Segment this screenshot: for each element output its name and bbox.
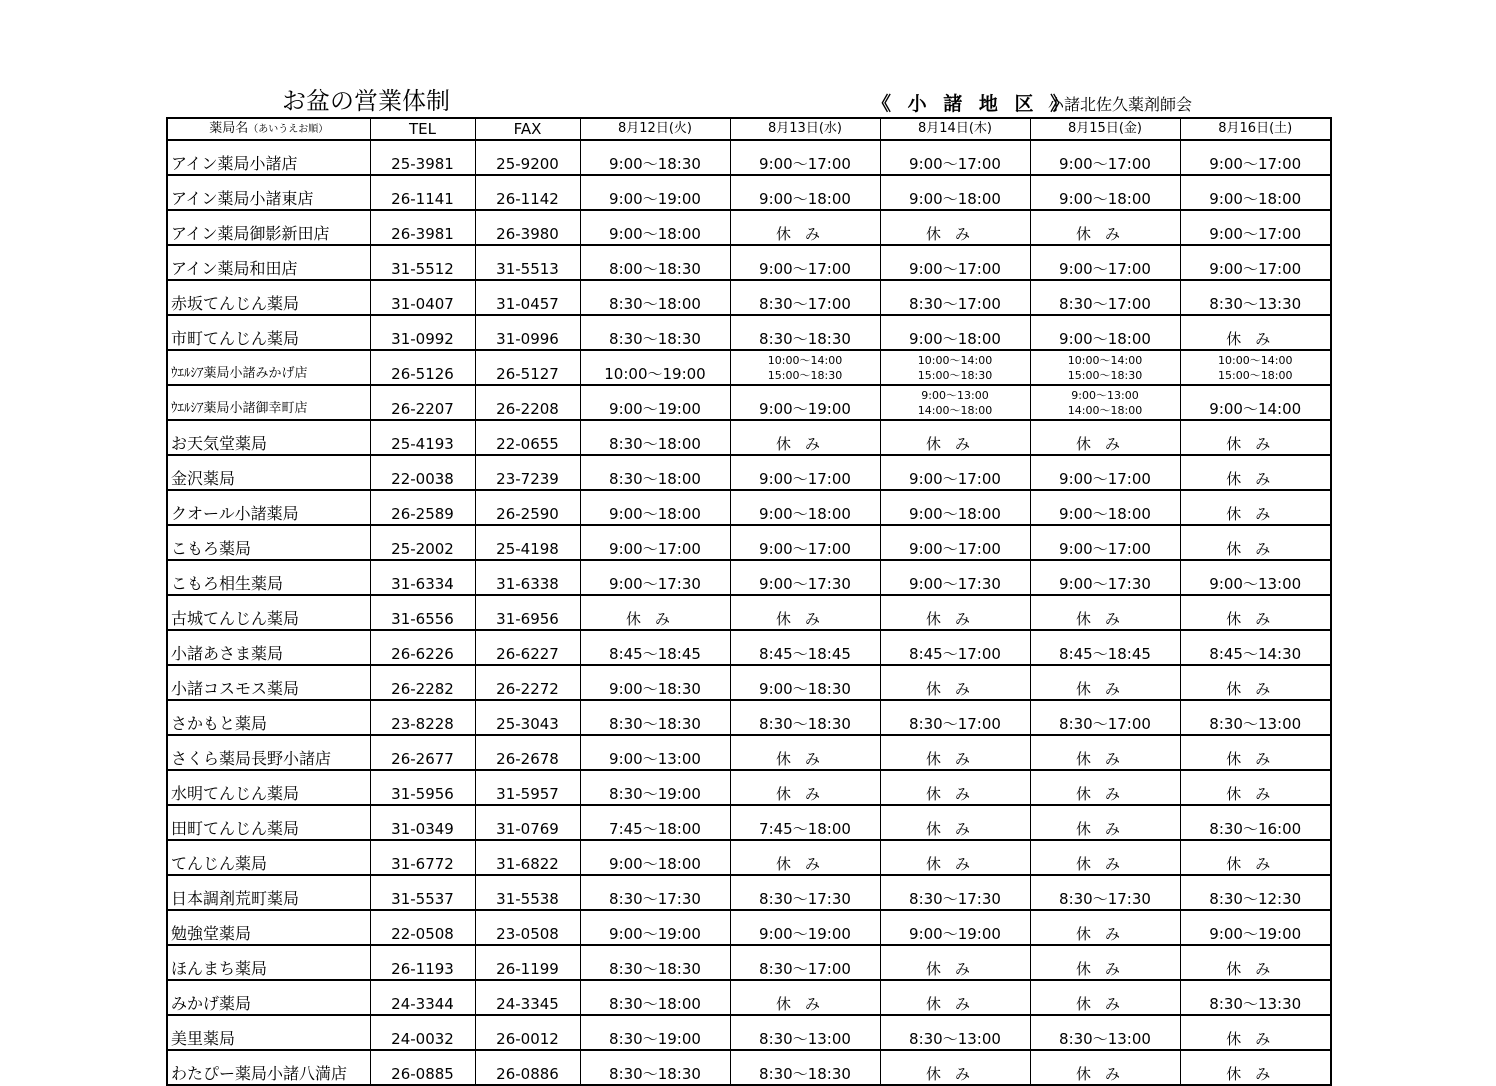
hours-cell: 8:30～17:00	[1030, 280, 1180, 315]
phone-number: 31-0349	[370, 805, 475, 840]
phone-number: 22-0508	[370, 910, 475, 945]
hours-cell: 9:00～17:00	[1030, 140, 1180, 175]
hours-cell: 8:45～14:30	[1180, 630, 1331, 665]
hours-cell: 8:30～13:30	[1180, 280, 1331, 315]
column-header-date: 8月12日(火)	[580, 118, 730, 140]
hours-cell: 9:00～17:30	[580, 560, 730, 595]
hours-cell: 8:30～18:30	[580, 700, 730, 735]
hours-cell: 9:00～18:00	[580, 210, 730, 245]
pharmacy-name: 美里薬局	[167, 1015, 370, 1050]
table-row	[167, 630, 1331, 665]
hours-cell: 8:45～17:00	[880, 630, 1030, 665]
table-row	[167, 350, 1331, 385]
hours-cell: 8:30～18:00	[580, 420, 730, 455]
phone-number: 26-2282	[370, 665, 475, 700]
pharmacy-name: アイン薬局小諸店	[167, 140, 370, 175]
phone-number: 26-6226	[370, 630, 475, 665]
hours-cell: 8:30～18:30	[580, 945, 730, 980]
fax-number: 31-0769	[475, 805, 580, 840]
hours-cell: 9:00～18:00	[580, 840, 730, 875]
closed-label: 休み	[1180, 525, 1331, 560]
closed-label: 休み	[1180, 595, 1331, 630]
hours-slot: 14:00～18:00	[917, 404, 993, 417]
hours-cell: 9:00～17:00	[880, 245, 1030, 280]
pharmacy-name: みかげ薬局	[167, 980, 370, 1015]
hours-cell: 9:00～19:00	[730, 910, 880, 945]
hours-cell: 8:30～18:30	[580, 1050, 730, 1085]
closed-label: 休み	[1180, 840, 1331, 875]
hours-cell: 8:30～17:30	[1030, 875, 1180, 910]
phone-number: 26-2589	[370, 490, 475, 525]
table-header-row	[167, 118, 1331, 140]
pharmacy-name: ｳｴﾙｼｱ薬局小諸みかげ店	[167, 350, 370, 385]
hours-slot: 9:00～13:00	[1071, 389, 1139, 402]
hours-cell: 9:00～19:00	[1180, 910, 1331, 945]
hours-cell: 9:00～17:30	[1030, 560, 1180, 595]
fax-number: 25-9200	[475, 140, 580, 175]
hours-cell: 8:00～18:30	[580, 245, 730, 280]
fax-number: 26-5127	[475, 350, 580, 385]
closed-label: 休み	[730, 595, 880, 630]
phone-number: 24-3344	[370, 980, 475, 1015]
pharmacy-name: 日本調剤荒町薬局	[167, 875, 370, 910]
table-row	[167, 455, 1331, 490]
hours-slot: 10:00～14:00	[1067, 354, 1143, 367]
hours-cell: 9:00～18:00	[880, 315, 1030, 350]
hours-cell: 8:30～18:00	[580, 980, 730, 1015]
hours-cell: 9:00～17:00	[1030, 455, 1180, 490]
pharmacy-name: 小諸あさま薬局	[167, 630, 370, 665]
closed-label: 休み	[1180, 1050, 1331, 1085]
closed-label: 休み	[880, 945, 1030, 980]
phone-number: 26-0885	[370, 1050, 475, 1085]
hours-cell: 8:30～18:00	[580, 455, 730, 490]
hours-cell: 8:30～18:00	[580, 280, 730, 315]
closed-label: 休み	[1180, 1015, 1331, 1050]
hours-cell: 8:30～18:30	[730, 700, 880, 735]
table-row	[167, 1050, 1331, 1085]
phone-number: 31-0992	[370, 315, 475, 350]
table-row	[167, 735, 1331, 770]
phone-number: 31-5537	[370, 875, 475, 910]
hours-cell: 8:45～18:45	[730, 630, 880, 665]
pharmacy-name: 金沢薬局	[167, 455, 370, 490]
closed-label: 休み	[880, 770, 1030, 805]
table-row	[167, 490, 1331, 525]
hours-cell: 9:00～17:00	[1030, 245, 1180, 280]
hours-cell: 8:30～18:30	[580, 315, 730, 350]
closed-label: 休み	[1180, 315, 1331, 350]
closed-label: 休み	[1180, 455, 1331, 490]
fax-number: 26-0012	[475, 1015, 580, 1050]
hours-cell	[880, 385, 1030, 420]
hours-cell	[880, 350, 1030, 385]
pharmacy-name: アイン薬局御影新田店	[167, 210, 370, 245]
hours-cell: 9:00～18:00	[730, 490, 880, 525]
hours-cell: 9:00～17:00	[880, 525, 1030, 560]
phone-number: 31-0407	[370, 280, 475, 315]
table-row	[167, 980, 1331, 1015]
schedule-table	[166, 117, 1332, 1086]
pharmacy-name: クオール小諸薬局	[167, 490, 370, 525]
fax-number: 25-4198	[475, 525, 580, 560]
table-row	[167, 875, 1331, 910]
hours-slot: 10:00～14:00	[917, 354, 993, 367]
closed-label: 休み	[1030, 665, 1180, 700]
table-row	[167, 140, 1331, 175]
phone-number: 23-8228	[370, 700, 475, 735]
column-header-tel: TEL	[370, 118, 475, 140]
fax-number: 26-2208	[475, 385, 580, 420]
phone-number: 26-1141	[370, 175, 475, 210]
hours-cell: 9:00～18:30	[580, 140, 730, 175]
pharmacy-name: アイン薬局和田店	[167, 245, 370, 280]
closed-label: 休み	[1030, 910, 1180, 945]
hours-cell	[1180, 350, 1331, 385]
hours-cell: 9:00～18:30	[730, 665, 880, 700]
table-row	[167, 595, 1331, 630]
hours-cell: 9:00～18:30	[580, 665, 730, 700]
phone-number: 31-6334	[370, 560, 475, 595]
hours-cell: 9:00～18:00	[1030, 315, 1180, 350]
phone-number: 25-2002	[370, 525, 475, 560]
hours-cell: 8:30～17:30	[580, 875, 730, 910]
closed-label: 休み	[1180, 770, 1331, 805]
closed-label: 休み	[1030, 420, 1180, 455]
fax-number: 31-5513	[475, 245, 580, 280]
pharmacy-name: わたぴー薬局小諸八満店	[167, 1050, 370, 1085]
closed-label: 休み	[1180, 945, 1331, 980]
hours-cell: 8:30～18:30	[730, 315, 880, 350]
pharmacy-name: 赤坂てんじん薬局	[167, 280, 370, 315]
table-row	[167, 700, 1331, 735]
table-row	[167, 840, 1331, 875]
closed-label: 休み	[880, 1050, 1030, 1085]
phone-number: 25-4193	[370, 420, 475, 455]
hours-cell: 8:30～17:00	[730, 280, 880, 315]
hours-slot: 15:00～18:30	[767, 369, 843, 382]
hours-cell: 9:00～17:00	[1180, 210, 1331, 245]
fax-number: 24-3345	[475, 980, 580, 1015]
pharmacy-name: さくら薬局長野小諸店	[167, 735, 370, 770]
hours-cell: 9:00～17:00	[880, 455, 1030, 490]
pharmacy-name: お天気堂薬局	[167, 420, 370, 455]
hours-cell: 8:45～18:45	[580, 630, 730, 665]
hours-cell: 8:30～17:00	[880, 280, 1030, 315]
pharmacy-name: 市町てんじん薬局	[167, 315, 370, 350]
closed-label: 休み	[880, 805, 1030, 840]
fax-number: 31-0996	[475, 315, 580, 350]
fax-number: 23-0508	[475, 910, 580, 945]
phone-number: 22-0038	[370, 455, 475, 490]
hours-cell: 9:00～18:00	[880, 490, 1030, 525]
hours-cell: 8:30～18:30	[730, 1050, 880, 1085]
hours-cell: 8:45～18:45	[1030, 630, 1180, 665]
hours-cell: 9:00～19:00	[880, 910, 1030, 945]
fax-number: 23-7239	[475, 455, 580, 490]
hours-cell: 9:00～19:00	[580, 385, 730, 420]
table-row	[167, 245, 1331, 280]
fax-number: 31-6338	[475, 560, 580, 595]
pharmacy-name: さかもと薬局	[167, 700, 370, 735]
closed-label: 休み	[1030, 805, 1180, 840]
hours-cell: 8:30～13:00	[880, 1015, 1030, 1050]
fax-number: 26-0886	[475, 1050, 580, 1085]
pharmacy-name: てんじん薬局	[167, 840, 370, 875]
closed-label: 休み	[1030, 1050, 1180, 1085]
hours-cell: 9:00～17:00	[880, 140, 1030, 175]
pharmacy-name: 田町てんじん薬局	[167, 805, 370, 840]
hours-cell	[1030, 350, 1180, 385]
fax-number: 31-6822	[475, 840, 580, 875]
column-header-date: 8月14日(木)	[880, 118, 1030, 140]
hours-cell: 9:00～13:00	[580, 735, 730, 770]
table-row	[167, 910, 1331, 945]
closed-label: 休み	[880, 210, 1030, 245]
fax-number: 26-2678	[475, 735, 580, 770]
closed-label: 休み	[730, 980, 880, 1015]
table-row	[167, 560, 1331, 595]
phone-number: 26-2677	[370, 735, 475, 770]
closed-label: 休み	[1030, 595, 1180, 630]
closed-label: 休み	[730, 420, 880, 455]
closed-label: 休み	[880, 420, 1030, 455]
table-row	[167, 210, 1331, 245]
table-row	[167, 805, 1331, 840]
phone-number: 26-1193	[370, 945, 475, 980]
hours-cell: 10:00～19:00	[580, 350, 730, 385]
phone-number: 26-3981	[370, 210, 475, 245]
table-row	[167, 1015, 1331, 1050]
fax-number: 26-6227	[475, 630, 580, 665]
hours-slot: 15:00～18:30	[1067, 369, 1143, 382]
hours-cell: 8:30～17:30	[730, 875, 880, 910]
fax-number: 26-1199	[475, 945, 580, 980]
table-row	[167, 420, 1331, 455]
district-label: 《 小 諸 地 区 》	[872, 93, 1075, 115]
fax-number: 26-3980	[475, 210, 580, 245]
column-header-date: 8月16日(土)	[1180, 118, 1331, 140]
fax-number: 26-2590	[475, 490, 580, 525]
hours-cell: 8:30～17:30	[880, 875, 1030, 910]
fax-number: 31-6956	[475, 595, 580, 630]
closed-label: 休み	[880, 735, 1030, 770]
hours-cell: 9:00～17:00	[730, 140, 880, 175]
closed-label: 休み	[880, 665, 1030, 700]
hours-cell: 7:45～18:00	[730, 805, 880, 840]
hours-cell: 9:00～17:30	[730, 560, 880, 595]
hours-cell: 9:00～17:00	[730, 245, 880, 280]
closed-label: 休み	[880, 980, 1030, 1015]
page-title: お盆の営業体制	[282, 87, 450, 115]
hours-cell: 8:30～19:00	[580, 1015, 730, 1050]
hours-cell	[1030, 385, 1180, 420]
hours-cell: 9:00～17:00	[1180, 245, 1331, 280]
hours-cell: 8:30～13:00	[730, 1015, 880, 1050]
closed-label: 休み	[1180, 665, 1331, 700]
closed-label: 休み	[880, 840, 1030, 875]
closed-label: 休み	[1180, 420, 1331, 455]
hours-cell: 8:30～17:00	[1030, 700, 1180, 735]
hours-cell: 8:30～17:00	[730, 945, 880, 980]
hours-cell: 9:00～17:00	[1030, 525, 1180, 560]
hours-slot: 10:00～14:00	[767, 354, 843, 367]
hours-slot: 14:00～18:00	[1067, 404, 1143, 417]
hours-cell: 9:00～18:00	[1180, 175, 1331, 210]
hours-cell: 7:45～18:00	[580, 805, 730, 840]
closed-label: 休み	[1180, 490, 1331, 525]
phone-number: 31-6556	[370, 595, 475, 630]
closed-label: 休み	[730, 210, 880, 245]
hours-cell	[730, 350, 880, 385]
table-row	[167, 385, 1331, 420]
closed-label: 休み	[1030, 770, 1180, 805]
hours-slot: 10:00～14:00	[1218, 354, 1293, 367]
closed-label: 休み	[730, 840, 880, 875]
hours-cell: 8:30～16:00	[1180, 805, 1331, 840]
table-row	[167, 315, 1331, 350]
pharmacy-name: こもろ薬局	[167, 525, 370, 560]
hours-cell: 8:30～19:00	[580, 770, 730, 805]
fax-number: 26-2272	[475, 665, 580, 700]
fax-number: 31-5957	[475, 770, 580, 805]
hours-cell: 9:00～18:00	[730, 175, 880, 210]
hours-slot: 15:00～18:30	[917, 369, 993, 382]
hours-cell: 9:00～19:00	[730, 385, 880, 420]
column-header-fax: FAX	[475, 118, 580, 140]
phone-number: 26-5126	[370, 350, 475, 385]
closed-label: 休み	[1030, 735, 1180, 770]
hours-cell: 9:00～17:00	[580, 525, 730, 560]
table-row	[167, 945, 1331, 980]
pharmacy-name: 小諸コスモス薬局	[167, 665, 370, 700]
column-header-date: 8月15日(金)	[1030, 118, 1180, 140]
hours-cell: 9:00～13:00	[1180, 560, 1331, 595]
hours-cell: 9:00～19:00	[580, 910, 730, 945]
closed-label: 休み	[580, 595, 730, 630]
column-header-name: 薬局名（あいうえお順）	[167, 118, 370, 140]
phone-number: 31-5956	[370, 770, 475, 805]
hours-cell: 8:30～13:30	[1180, 980, 1331, 1015]
hours-cell: 9:00～18:00	[1030, 175, 1180, 210]
pharmacy-name: 勉強堂薬局	[167, 910, 370, 945]
closed-label: 休み	[1030, 980, 1180, 1015]
fax-number: 22-0655	[475, 420, 580, 455]
closed-label: 休み	[730, 770, 880, 805]
hours-slot: 9:00～13:00	[921, 389, 989, 402]
hours-cell: 9:00～17:00	[730, 525, 880, 560]
hours-cell: 9:00～18:00	[580, 490, 730, 525]
fax-number: 25-3043	[475, 700, 580, 735]
hours-cell: 9:00～18:00	[880, 175, 1030, 210]
pharmacy-name: 古城てんじん薬局	[167, 595, 370, 630]
pharmacy-name: 水明てんじん薬局	[167, 770, 370, 805]
hours-cell: 8:30～13:00	[1030, 1015, 1180, 1050]
table-row	[167, 525, 1331, 560]
hours-cell: 9:00～17:30	[880, 560, 1030, 595]
closed-label: 休み	[880, 595, 1030, 630]
hours-cell: 9:00～14:00	[1180, 385, 1331, 420]
table-row	[167, 280, 1331, 315]
hours-cell: 8:30～13:00	[1180, 700, 1331, 735]
phone-number: 25-3981	[370, 140, 475, 175]
table-row	[167, 770, 1331, 805]
column-header-date: 8月13日(水)	[730, 118, 880, 140]
closed-label: 休み	[1030, 840, 1180, 875]
phone-number: 26-2207	[370, 385, 475, 420]
fax-number: 31-0457	[475, 280, 580, 315]
pharmacy-name: アイン薬局小諸東店	[167, 175, 370, 210]
closed-label: 休み	[1180, 735, 1331, 770]
closed-label: 休み	[730, 735, 880, 770]
closed-label: 休み	[1030, 210, 1180, 245]
hours-cell: 9:00～17:00	[730, 455, 880, 490]
table-row	[167, 665, 1331, 700]
hours-cell: 8:30～12:30	[1180, 875, 1331, 910]
hours-cell: 8:30～17:00	[880, 700, 1030, 735]
phone-number: 31-5512	[370, 245, 475, 280]
table-row	[167, 175, 1331, 210]
hours-slot: 15:00～18:00	[1218, 369, 1293, 382]
hours-cell: 9:00～19:00	[580, 175, 730, 210]
association-name: 小諸北佐久薬剤師会	[1048, 95, 1193, 114]
hours-cell: 9:00～18:00	[1030, 490, 1180, 525]
pharmacy-name: ほんまち薬局	[167, 945, 370, 980]
pharmacy-name: ｳｴﾙｼｱ薬局小諸御幸町店	[167, 385, 370, 420]
phone-number: 31-6772	[370, 840, 475, 875]
fax-number: 26-1142	[475, 175, 580, 210]
phone-number: 24-0032	[370, 1015, 475, 1050]
hours-cell: 9:00～17:00	[1180, 140, 1331, 175]
fax-number: 31-5538	[475, 875, 580, 910]
closed-label: 休み	[1030, 945, 1180, 980]
pharmacy-name: こもろ相生薬局	[167, 560, 370, 595]
